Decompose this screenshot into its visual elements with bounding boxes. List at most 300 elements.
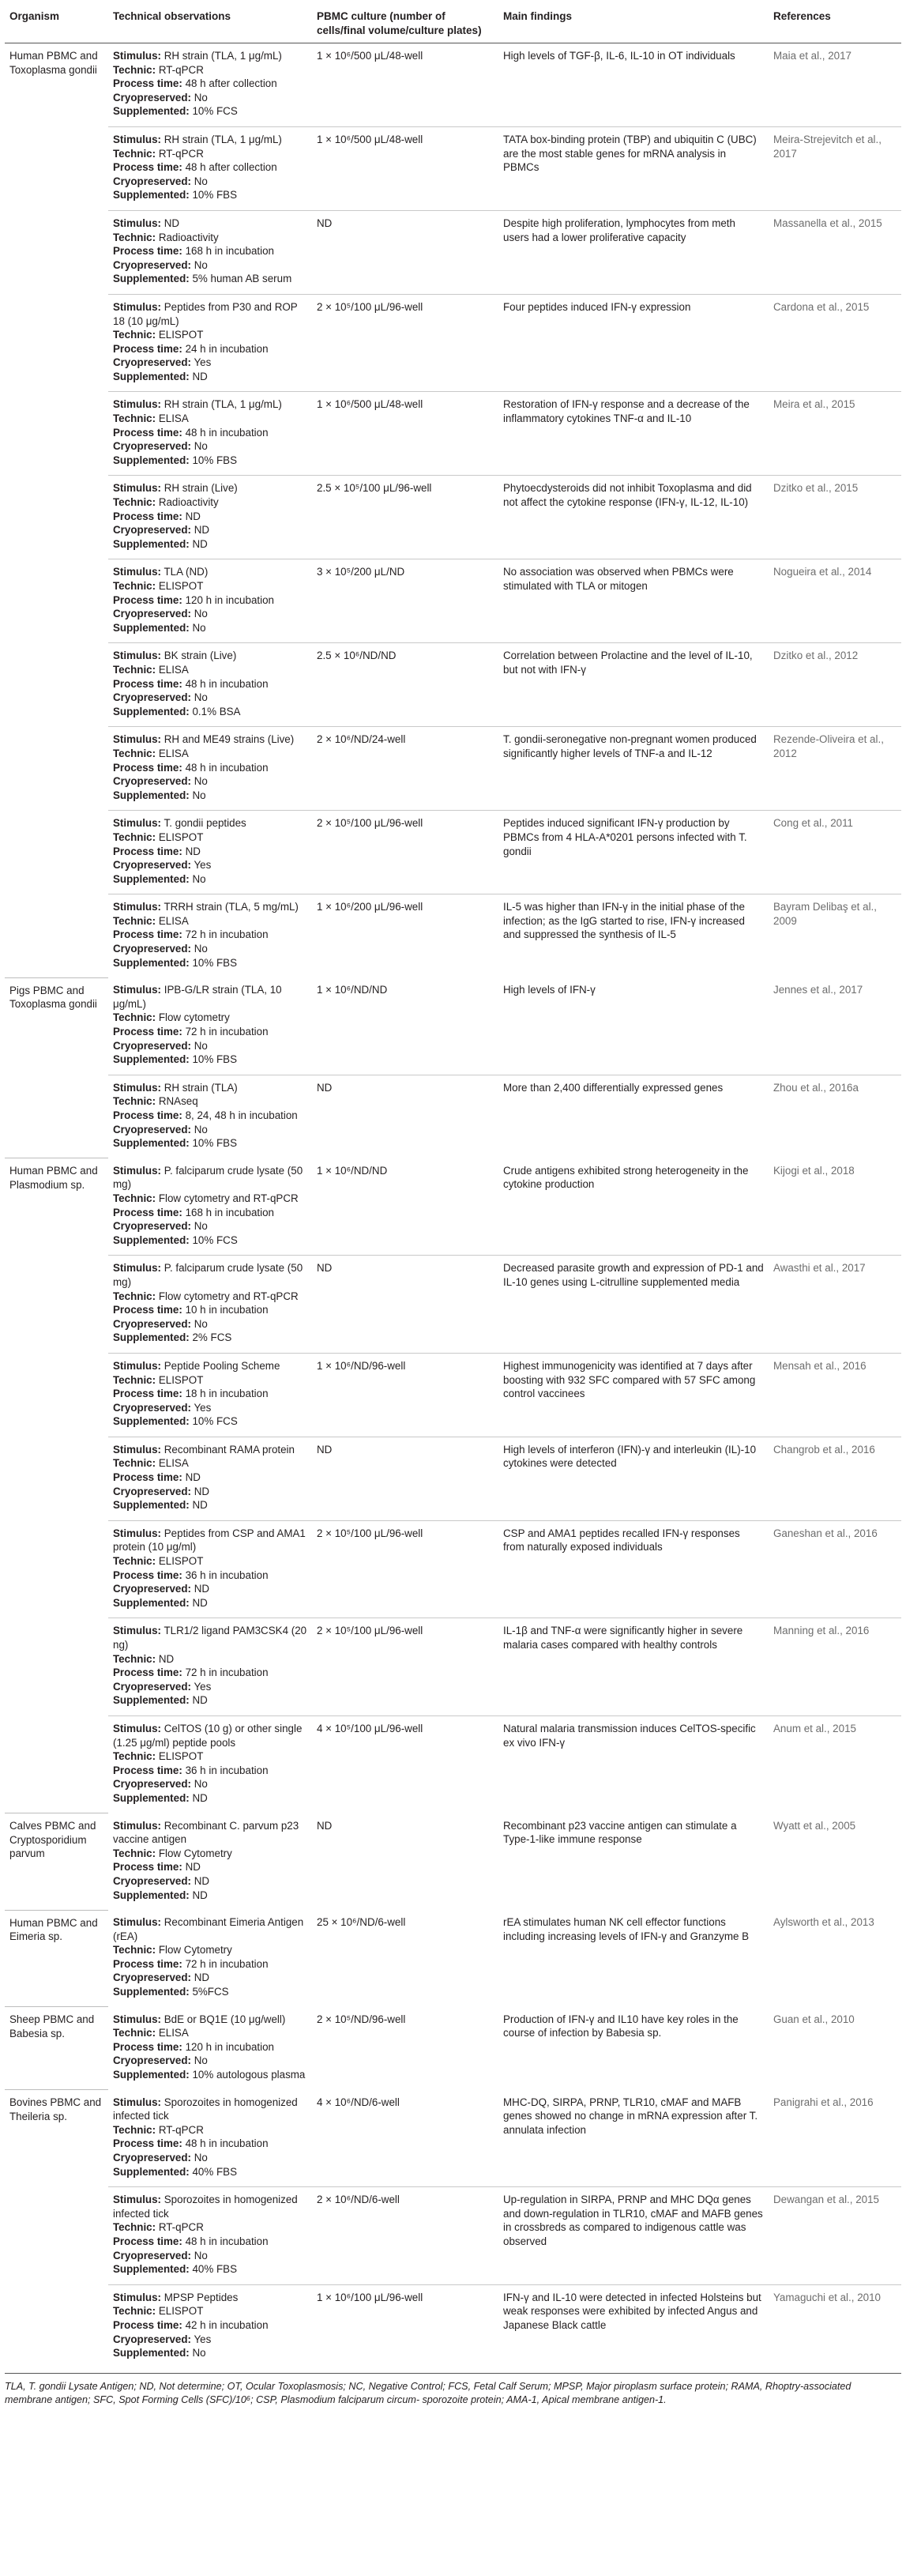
process-line xyxy=(113,2137,307,2151)
process-value: 168 h in incubation xyxy=(185,1206,274,1218)
cryo-line xyxy=(113,523,307,537)
process-label: Process time: xyxy=(113,593,182,606)
table-row xyxy=(5,1353,901,1437)
table-row xyxy=(5,2007,901,2090)
process-value: ND xyxy=(185,1861,201,1874)
technical-observations-cell xyxy=(108,643,312,727)
pbmc-culture-cell: ND xyxy=(312,1256,498,1354)
supp-label: Supplemented: xyxy=(113,1137,190,1150)
cryo-value: No xyxy=(194,1039,208,1052)
table-row xyxy=(5,977,901,1075)
pbmc-studies-table xyxy=(5,8,901,2368)
table-row xyxy=(5,476,901,559)
main-findings-cell: TATA box-binding protein (TBP) and ubiquitin C (UBC) are the most stable genes for mRNA analysis in PBMCs xyxy=(498,126,769,210)
reference-cell: Dewangan et al., 2015 xyxy=(769,2187,901,2285)
technic-value: Flow Cytometry xyxy=(158,1944,232,1956)
main-findings-cell: IL-5 was higher than IFN-γ in the initial phase of the infection; as the IgG started to rise, IFN-γ increased and suppressed the synthesis of IL-5 xyxy=(498,894,769,977)
table-row xyxy=(5,894,901,977)
supp-label: Supplemented: xyxy=(113,872,190,885)
stimulus-line xyxy=(113,1624,307,1651)
technic-line xyxy=(113,1847,307,1861)
process-line xyxy=(113,510,307,524)
main-findings-cell: rEA stimulates human NK cell effector functions including increasing levels of IFN-γ and Granzyme B xyxy=(503,1916,750,1942)
stimulus-line xyxy=(113,397,307,412)
cryo-line xyxy=(113,258,307,273)
cryo-value: ND xyxy=(194,1485,210,1497)
supp-label: Supplemented: xyxy=(113,1053,190,1066)
main-findings-cell: No association was observed when PBMCs were stimulated with TLA or mitogen xyxy=(498,559,769,643)
cryo-line xyxy=(113,1039,307,1053)
stimulus-value: RH strain (TLA, 1 μg/mL) xyxy=(164,133,282,145)
stimulus-value: RH strain (TLA) xyxy=(164,1081,238,1094)
cryo-value: Yes xyxy=(194,859,212,872)
technic-value: ELISA xyxy=(158,1457,189,1470)
stimulus-line xyxy=(113,133,307,147)
technic-value: ELISPOT xyxy=(158,2305,204,2318)
cryo-label: Cryopreserved: xyxy=(113,1123,191,1135)
stimulus-value: ND xyxy=(164,217,180,229)
cryo-label: Cryopreserved: xyxy=(113,356,191,369)
main-findings-cell: Natural malaria transmission induces CelTOS-specific ex vivo IFN-γ xyxy=(498,1715,769,1813)
pbmc-culture-cell: ND xyxy=(312,210,498,294)
main-findings-cell: Correlation between Prolactine and the level of IL-10, but not with IFN-γ xyxy=(498,643,769,727)
technic-label: Technic: xyxy=(113,1011,156,1024)
technic-line xyxy=(113,495,307,510)
process-line xyxy=(113,761,307,775)
process-label: Process time: xyxy=(113,245,182,258)
main-findings-cell: Phytoecdysteroids did not inhibit Toxoplasma and did not affect the cytokine response (IFN-γ, IL-12, IL-10) xyxy=(498,476,769,559)
stimulus-label: Stimulus: xyxy=(113,1359,162,1372)
cryo-line xyxy=(113,1874,307,1889)
supp-value: 5%FCS xyxy=(192,1986,229,1998)
process-line xyxy=(113,1471,307,1485)
process-value: 36 h in incubation xyxy=(185,1569,269,1581)
technic-line xyxy=(113,2123,307,2137)
supp-value: 10% autologous plasma xyxy=(192,2069,306,2081)
stimulus-value: TLR1/2 ligand PAM3CSK4 (20 ng) xyxy=(113,1625,307,1651)
technic-value: RNAseq xyxy=(158,1095,198,1108)
stimulus-line xyxy=(113,481,307,495)
supp-line xyxy=(113,370,307,384)
technic-value: ELISA xyxy=(158,412,189,425)
cryo-line xyxy=(113,1485,307,1499)
process-value: 48 h in incubation xyxy=(185,761,269,774)
cryo-line xyxy=(113,2054,307,2068)
supp-label: Supplemented: xyxy=(113,705,190,717)
reference-cell: Dzitko et al., 2012 xyxy=(769,643,901,727)
technic-value: ELISA xyxy=(158,747,189,759)
process-label: Process time: xyxy=(113,1026,182,1038)
process-label: Process time: xyxy=(113,1388,182,1400)
process-line xyxy=(113,1206,307,1220)
supp-value: ND xyxy=(192,1791,208,1804)
technic-label: Technic: xyxy=(113,147,156,160)
cryo-value: No xyxy=(194,175,208,187)
technic-line xyxy=(113,147,307,161)
process-value: 72 h in incubation xyxy=(185,1666,269,1679)
process-line xyxy=(113,1025,307,1039)
table-row xyxy=(5,1618,901,1716)
technic-value: Flow cytometry xyxy=(158,1011,230,1024)
cryo-line xyxy=(113,175,307,189)
technical-observations-cell xyxy=(108,2187,312,2285)
cryo-value: No xyxy=(194,608,208,620)
process-value: 42 h in incubation xyxy=(185,2318,269,2331)
supp-label: Supplemented: xyxy=(113,454,190,466)
supp-label: Supplemented: xyxy=(113,789,190,801)
technic-label: Technic: xyxy=(113,663,156,676)
pbmc-culture-cell: 2 × 10⁶/ND/6-well xyxy=(312,2187,498,2285)
technic-label: Technic: xyxy=(113,2027,156,2039)
process-value: 10 h in incubation xyxy=(185,1304,269,1316)
stimulus-label: Stimulus: xyxy=(113,566,162,578)
technic-value: ELISA xyxy=(158,663,189,676)
reference-cell: Bayram Delibaş et al., 2009 xyxy=(769,894,901,977)
stimulus-label: Stimulus: xyxy=(113,1443,162,1456)
process-value: 36 h in incubation xyxy=(185,1764,269,1776)
stimulus-label: Stimulus: xyxy=(113,50,162,62)
main-findings-cell: CSP and AMA1 peptides recalled IFN-γ responses from naturally exposed individuals xyxy=(498,1520,769,1618)
pbmc-culture-cell: 2 × 10⁵/ND/96-well xyxy=(317,2013,406,2025)
supp-label: Supplemented: xyxy=(113,2069,190,2081)
supp-line xyxy=(113,1136,307,1151)
supp-label: Supplemented: xyxy=(113,105,190,118)
technic-line xyxy=(113,1290,307,1304)
supp-value: ND xyxy=(192,1889,208,1901)
supp-label: Supplemented: xyxy=(113,2165,190,2178)
technical-observations-cell xyxy=(108,977,312,1075)
reference-cell: Guan et al., 2010 xyxy=(773,2013,855,2025)
supp-value: 40% FBS xyxy=(192,2165,238,2178)
process-value: ND xyxy=(185,845,201,857)
supp-value: 10% FCS xyxy=(192,1233,238,1246)
stimulus-value: RH strain (TLA, 1 μg/mL) xyxy=(164,398,282,411)
pbmc-culture-cell: 1 × 10⁶/200 μL/96-well xyxy=(312,894,498,977)
process-line xyxy=(113,1387,307,1401)
supp-value: 10% FBS xyxy=(192,454,238,466)
stimulus-label: Stimulus: xyxy=(113,133,162,145)
stimulus-value: RH strain (Live) xyxy=(164,482,238,495)
process-label: Process time: xyxy=(113,1471,182,1484)
stimulus-value: Recombinant Eimeria Antigen (rEA) xyxy=(113,1916,304,1942)
stimulus-line xyxy=(113,900,307,914)
pbmc-culture-cell: 1 × 10⁶/ND/ND xyxy=(317,1164,388,1177)
cryo-label: Cryopreserved: xyxy=(113,1401,191,1414)
technic-line xyxy=(113,2304,307,2318)
reference-cell: Changrob et al., 2016 xyxy=(769,1437,901,1520)
supp-label: Supplemented: xyxy=(113,1596,190,1609)
pbmc-culture-cell: 1 × 10⁶/500 μL/48-well xyxy=(312,392,498,476)
cryo-line xyxy=(113,2249,307,2263)
stimulus-label: Stimulus: xyxy=(113,482,162,495)
process-line xyxy=(113,77,307,91)
stimulus-line xyxy=(113,300,307,328)
process-label: Process time: xyxy=(113,510,182,522)
table-row xyxy=(5,126,901,210)
process-label: Process time: xyxy=(113,161,182,174)
stimulus-label: Stimulus: xyxy=(113,217,162,229)
reference-cell: Massanella et al., 2015 xyxy=(769,210,901,294)
stimulus-value: Sporozoites in homogenized infected tick xyxy=(113,2096,298,2122)
cryo-label: Cryopreserved: xyxy=(113,859,191,872)
supp-line xyxy=(113,1498,307,1512)
stimulus-line xyxy=(113,565,307,579)
supp-label: Supplemented: xyxy=(113,1233,190,1246)
main-findings-cell: Restoration of IFN-γ response and a decrease of the inflammatory cytokines TNF-α and IL-10 xyxy=(498,392,769,476)
stimulus-line xyxy=(113,1915,307,1943)
main-findings-cell: High levels of TGF-β, IL-6, IL-10 in OT individuals xyxy=(503,50,735,62)
technical-observations-cell xyxy=(108,894,312,977)
reference-cell: Mensah et al., 2016 xyxy=(769,1353,901,1437)
stimulus-label: Stimulus: xyxy=(113,984,162,996)
technical-observations-cell xyxy=(108,1158,312,1256)
stimulus-line xyxy=(113,983,307,1011)
organism-cell: Human PBMC and Plasmodium sp. xyxy=(5,1158,108,1813)
process-value: 48 h in incubation xyxy=(185,2137,269,2150)
supp-value: 10% FCS xyxy=(192,1415,238,1428)
pbmc-culture-cell: 1 × 10⁶/ND/96-well xyxy=(312,1353,498,1437)
main-findings-cell: IL-1β and TNF-α were significantly higher in severe malaria cases compared with healthy controls xyxy=(498,1618,769,1716)
technical-observations-cell xyxy=(108,1715,312,1813)
cryo-label: Cryopreserved: xyxy=(113,1317,191,1330)
technical-observations-cell xyxy=(108,1618,312,1716)
main-findings-cell: Crude antigens exhibited strong heterogeneity in the cytokine production xyxy=(503,1164,749,1191)
supp-line xyxy=(113,1985,307,1999)
cryo-value: No xyxy=(194,2249,208,2262)
supp-label: Supplemented: xyxy=(113,537,190,550)
organism-cell: Sheep PBMC and Babesia sp. xyxy=(5,2007,108,2090)
technic-value: ELISPOT xyxy=(158,1373,204,1386)
supp-label: Supplemented: xyxy=(113,1791,190,1804)
technical-observations-cell xyxy=(108,1813,312,1911)
main-findings-cell: High levels of IFN-γ xyxy=(503,984,596,996)
process-value: 48 h in incubation xyxy=(185,2235,269,2247)
process-value: 72 h in incubation xyxy=(185,1026,269,1038)
process-line xyxy=(113,1303,307,1317)
cryo-line xyxy=(113,691,307,705)
stimulus-label: Stimulus: xyxy=(113,1081,162,1094)
reference-cell: Dzitko et al., 2015 xyxy=(769,476,901,559)
cryo-label: Cryopreserved: xyxy=(113,175,191,187)
pbmc-culture-cell: 1 × 10⁶/500 μL/48-well xyxy=(312,126,498,210)
cryo-label: Cryopreserved: xyxy=(113,258,191,271)
main-findings-cell: Decreased parasite growth and expression of PD-1 and IL-10 genes using L-citrulline supplemented media xyxy=(498,1256,769,1354)
supp-label: Supplemented: xyxy=(113,1415,190,1428)
technic-label: Technic: xyxy=(113,1373,156,1386)
process-line xyxy=(113,677,307,691)
technic-label: Technic: xyxy=(113,2305,156,2318)
table-row xyxy=(5,1520,901,1618)
supp-value: 10% FBS xyxy=(192,189,238,201)
technical-observations-cell xyxy=(108,2284,312,2367)
process-label: Process time: xyxy=(113,2235,182,2247)
stimulus-label: Stimulus: xyxy=(113,733,162,746)
table-footnote: TLA, T. gondii Lysate Antigen; ND, Not determine; OT, Ocular Toxoplasmosis; NC, Negative Control; FCS, Fetal Calf Serum; MPSP, Major piroplasm surface protein; RAMA, Rhoptry-associated membrane antigen; SFC, Spot Forming Cells (SFC)/10⁶; CSP, Plasmodium falciparum circum- sporozoite protein; AMA-1, Apical membrane antigen-1. xyxy=(5,2373,901,2407)
process-line xyxy=(113,2318,307,2333)
supp-line xyxy=(113,104,307,119)
main-findings-cell: Four peptides induced IFN-γ expression xyxy=(498,294,769,392)
technical-observations-cell xyxy=(108,1353,312,1437)
technical-observations-cell xyxy=(108,392,312,476)
process-line xyxy=(113,928,307,942)
technic-label: Technic: xyxy=(113,1847,156,1859)
stimulus-value: RH and ME49 strains (Live) xyxy=(164,733,295,746)
stimulus-value: T. gondii peptides xyxy=(164,817,246,830)
process-value: 48 h in incubation xyxy=(185,677,269,690)
cryo-value: No xyxy=(194,775,208,788)
supp-value: ND xyxy=(192,1694,208,1707)
supp-line xyxy=(113,2165,307,2179)
cryo-label: Cryopreserved: xyxy=(113,1874,191,1887)
process-value: 48 h after collection xyxy=(185,161,277,174)
main-findings-cell: Production of IFN-γ and IL10 have key roles in the course of infection by Babesia sp. xyxy=(503,2013,739,2039)
stimulus-value: Peptides from CSP and AMA1 protein (10 μg/ml) xyxy=(113,1527,306,1554)
technic-value: Flow cytometry and RT-qPCR xyxy=(158,1192,299,1204)
supp-label: Supplemented: xyxy=(113,273,190,285)
table-row xyxy=(5,643,901,727)
process-value: 8, 24, 48 h in incubation xyxy=(185,1109,298,1121)
stimulus-line xyxy=(113,1164,307,1192)
process-label: Process time: xyxy=(113,1861,182,1874)
stimulus-line xyxy=(113,1527,307,1554)
stimulus-value: Peptides from P30 and ROP 18 (10 μg/mL) xyxy=(113,300,298,327)
cryo-value: No xyxy=(194,1317,208,1330)
header-pbmc: PBMC culture (number of cells/final volume/culture plates) xyxy=(312,8,498,43)
technic-value: Flow cytometry and RT-qPCR xyxy=(158,1290,299,1302)
pbmc-culture-cell: ND xyxy=(312,1437,498,1520)
process-label: Process time: xyxy=(113,845,182,857)
technical-observations-cell xyxy=(108,476,312,559)
technic-line xyxy=(113,1456,307,1471)
technic-label: Technic: xyxy=(113,1457,156,1470)
header-organism: Organism xyxy=(5,8,108,43)
technic-value: Flow Cytometry xyxy=(158,1847,232,1859)
cryo-label: Cryopreserved: xyxy=(113,2054,191,2067)
technic-line xyxy=(113,2026,307,2040)
technic-line xyxy=(113,830,307,845)
pbmc-culture-cell: 25 × 10⁶/ND/6-well xyxy=(317,1916,406,1929)
cryo-value: Yes xyxy=(194,1680,212,1693)
technic-label: Technic: xyxy=(113,2123,156,2136)
process-label: Process time: xyxy=(113,1666,182,1679)
header-references: References xyxy=(769,8,901,43)
technic-value: ELISA xyxy=(158,914,189,927)
cryo-label: Cryopreserved: xyxy=(113,524,191,537)
stimulus-label: Stimulus: xyxy=(113,650,162,662)
stimulus-value: RH strain (TLA, 1 μg/mL) xyxy=(164,50,282,62)
technic-label: Technic: xyxy=(113,231,156,243)
technic-line xyxy=(113,914,307,928)
supp-label: Supplemented: xyxy=(113,1694,190,1707)
technic-line xyxy=(113,412,307,426)
cryo-line xyxy=(113,1582,307,1596)
stimulus-value: TLA (ND) xyxy=(164,566,209,578)
stimulus-value: Sporozoites in homogenized infected tick xyxy=(113,2194,298,2220)
cryo-label: Cryopreserved: xyxy=(113,1680,191,1693)
supp-label: Supplemented: xyxy=(113,1499,190,1512)
supp-value: 10% FBS xyxy=(192,956,238,969)
stimulus-value: TRRH strain (TLA, 5 mg/mL) xyxy=(164,901,299,913)
technic-line xyxy=(113,1192,307,1206)
technical-observations-cell xyxy=(108,1075,312,1158)
organism-cell: Pigs PBMC and Toxoplasma gondii xyxy=(5,977,108,1158)
main-findings-cell: T. gondii-seronegative non-pregnant women produced significantly higher levels of TNF-a and IL-12 xyxy=(498,727,769,811)
cryo-value: No xyxy=(194,691,208,704)
technic-line xyxy=(113,1011,307,1025)
stimulus-label: Stimulus: xyxy=(113,398,162,411)
supp-line xyxy=(113,705,307,719)
supp-label: Supplemented: xyxy=(113,2347,190,2359)
table-row xyxy=(5,1715,901,1813)
technic-label: Technic: xyxy=(113,580,156,592)
pbmc-culture-cell: 1 × 10⁶/ND/ND xyxy=(317,984,388,996)
process-line xyxy=(113,1569,307,1583)
technical-observations-cell xyxy=(108,1520,312,1618)
cryo-label: Cryopreserved: xyxy=(113,1778,191,1791)
pbmc-culture-cell: 2 × 10⁵/100 μL/96-well xyxy=(312,1618,498,1716)
process-line xyxy=(113,1860,307,1874)
technical-observations-cell xyxy=(108,559,312,643)
cryo-label: Cryopreserved: xyxy=(113,2152,191,2164)
cryo-value: ND xyxy=(194,1972,210,1984)
stimulus-value: BK strain (Live) xyxy=(164,650,237,662)
technical-observations-cell xyxy=(108,294,312,392)
stimulus-label: Stimulus: xyxy=(113,1722,162,1734)
supp-line xyxy=(113,2262,307,2277)
pbmc-culture-cell: 3 × 10⁵/200 μL/ND xyxy=(312,559,498,643)
main-findings-cell: Recombinant p23 vaccine antigen can stimulate a Type-1-like immune response xyxy=(503,1819,737,1846)
technical-observations-cell xyxy=(108,1910,312,2007)
supp-value: 2% FCS xyxy=(192,1331,232,1344)
stimulus-label: Stimulus: xyxy=(113,2194,162,2206)
pbmc-culture-cell: 1 × 10⁶/500 μL/48-well xyxy=(317,50,423,62)
technic-value: Radioactivity xyxy=(158,496,219,509)
process-label: Process time: xyxy=(113,1569,182,1581)
cryo-label: Cryopreserved: xyxy=(113,2333,191,2345)
cryo-label: Cryopreserved: xyxy=(113,440,191,453)
process-label: Process time: xyxy=(113,2137,182,2150)
cryo-value: Yes xyxy=(194,2333,212,2345)
stimulus-line xyxy=(113,2013,307,2027)
reference-cell: Rezende-Oliveira et al., 2012 xyxy=(769,727,901,811)
supp-value: No xyxy=(192,789,206,801)
pbmc-culture-cell: 2 × 10⁵/100 μL/96-well xyxy=(312,811,498,894)
technic-line xyxy=(113,663,307,677)
process-label: Process time: xyxy=(113,1206,182,1218)
process-value: 72 h in incubation xyxy=(185,1957,269,1970)
supp-line xyxy=(113,1889,307,1903)
technic-value: RT-qPCR xyxy=(158,63,204,76)
table-row xyxy=(5,210,901,294)
stimulus-line xyxy=(113,1359,307,1373)
stimulus-line xyxy=(113,1261,307,1289)
process-value: 24 h in incubation xyxy=(185,342,269,355)
process-line xyxy=(113,426,307,440)
supp-label: Supplemented: xyxy=(113,2263,190,2276)
technical-observations-cell xyxy=(108,1437,312,1520)
supp-line xyxy=(113,1331,307,1345)
main-findings-cell: Peptides induced significant IFN-γ production by PBMCs from 4 HLA-A*0201 persons infected with T. gondii xyxy=(498,811,769,894)
stimulus-label: Stimulus: xyxy=(113,1625,162,1637)
cryo-label: Cryopreserved: xyxy=(113,608,191,620)
supp-value: 10% FCS xyxy=(192,105,238,118)
cryo-value: Yes xyxy=(194,356,212,369)
organism-cell: Human PBMC and Eimeria sp. xyxy=(5,1910,108,2007)
supp-label: Supplemented: xyxy=(113,621,190,634)
technic-value: RT-qPCR xyxy=(158,2221,204,2234)
stimulus-line xyxy=(113,816,307,830)
cryo-line xyxy=(113,1123,307,1137)
